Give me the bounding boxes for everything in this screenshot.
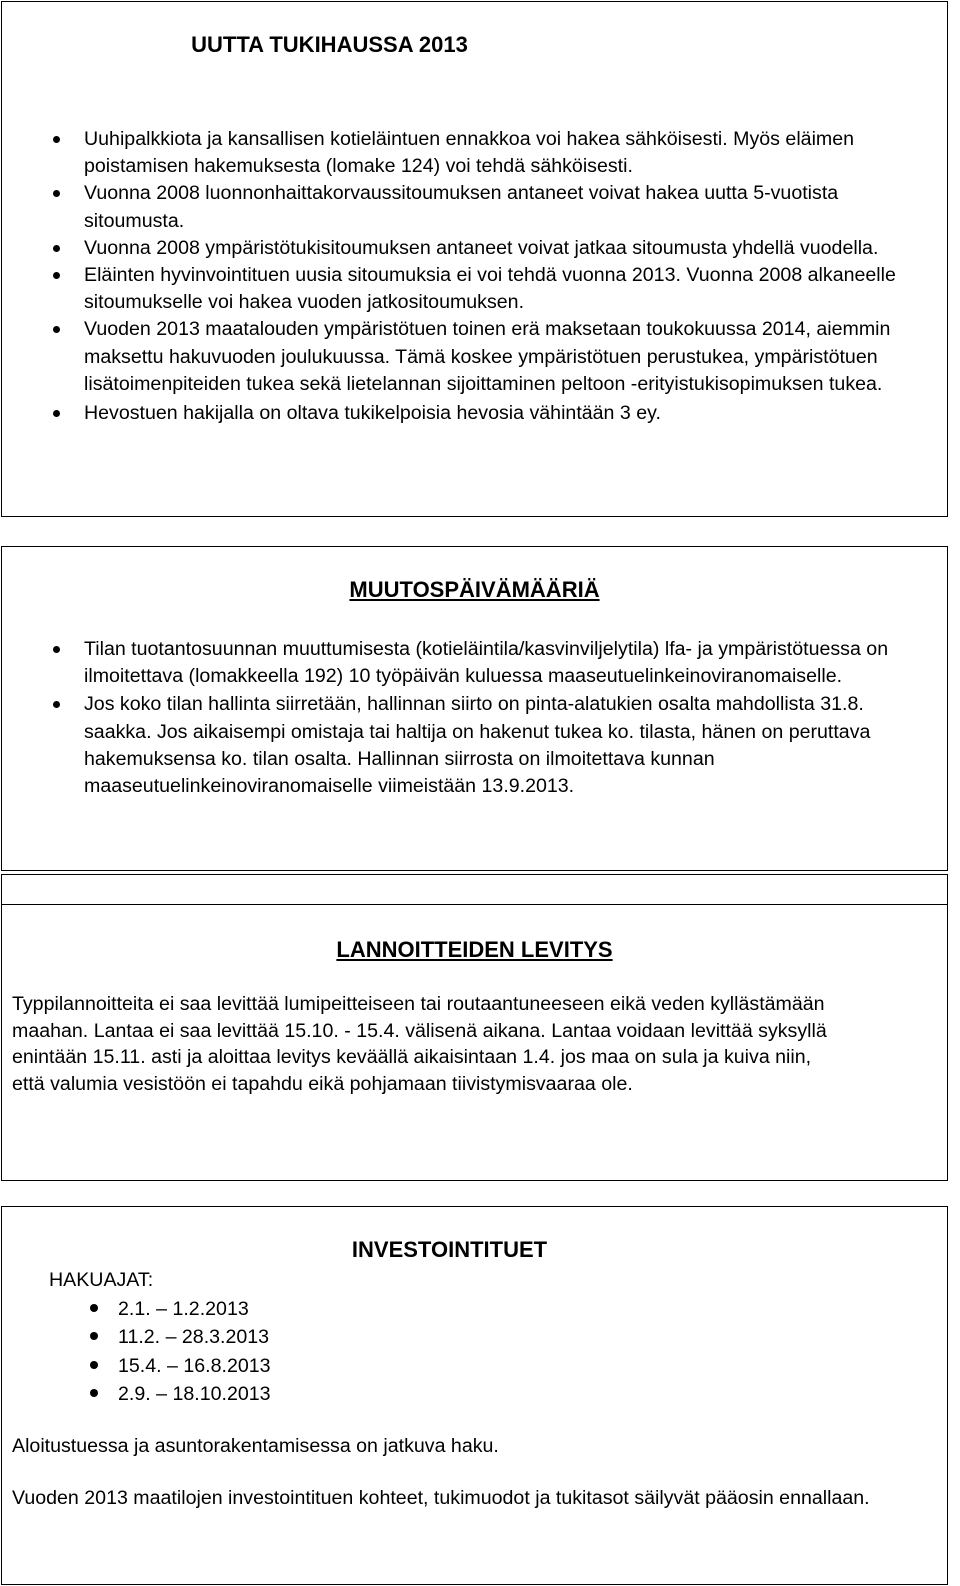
list-item: 11.2. – 28.3.2013 bbox=[90, 1323, 390, 1351]
list-item: Hevostuen hakijalla on oltava tukikelpoisia hevosia vähintään 3 ey. bbox=[9, 400, 929, 427]
investointituet-paragraph-1: Aloitustuessa ja asuntorakentamisessa on jatkuva haku. bbox=[12, 1435, 499, 1457]
section-title-tukihaussa: UUTTA TUKIHAUSSA 2013 bbox=[191, 32, 468, 57]
lannoitteiden-text: Typpilannoitteita ei saa levittää lumipeitteiseen tai routaantuneeseen eikä veden kyllästämään maahan. Lantaa ei saa levittää 15.10. - 15.4. välisenä aikana. Lantaa voidaan levittää syksyllä enintään 15.11. asti ja aloittaa levitys keväällä aikaisintaan 1.4. jos maa on sula ja kuiva niin, että valumia vesistöön ei tapahdu eikä pohjamaan tiivistymisvaaraa ole. bbox=[12, 993, 827, 1095]
section-tukihaussa bbox=[1, 1, 948, 517]
muutospaivamaaria-list bbox=[9, 636, 909, 800]
section-muutospaivamaaria bbox=[1, 546, 948, 871]
section-title-muutospaivamaaria: MUUTOSPÄIVÄMÄÄRIÄ bbox=[349, 577, 600, 602]
section-investointituet bbox=[1, 1206, 948, 1585]
list-item: Vuonna 2008 ympäristötukisitoumuksen antaneet voivat jatkaa sitoumusta yhdellä vuodella. bbox=[9, 235, 929, 262]
list-item: Eläinten hyvinvointituen uusia sitoumuksia ei voi tehdä vuonna 2013. Vuonna 2008 alkaneelle sitoumukselle voi hakea vuoden jatkositoumuksen. bbox=[9, 262, 929, 316]
list-item: Jos koko tilan hallinta siirretään, hallinnan siirto on pinta-alatukien osalta mahdollista 31.8. saakka. Jos aikaisempi omistaja tai haltija on hakenut tukea ko. tilasta, hänen on peruttava hakemuksensa ko. tilan osalta. Hallinnan siirrosta on ilmoitettava kunnan maaseutuelinkeinoviranomaiselle viimeistään 13.9.2013. bbox=[9, 691, 909, 800]
tukihaussa-list bbox=[9, 126, 929, 427]
section-title-lannoitteiden: LANNOITTEIDEN LEVITYS bbox=[336, 937, 613, 962]
list-item: 2.9. – 18.10.2013 bbox=[90, 1380, 390, 1408]
section-lannoitteiden bbox=[1, 904, 948, 1181]
section-title-investointituet: INVESTOINTITUET bbox=[351, 1237, 548, 1262]
list-item: Uuhipalkkiota ja kansallisen kotieläintuen ennakkoa voi hakea sähköisesti. Myös eläimen poistamisen hakemuksesta (lomake 124) voi tehdä sähköisesti. bbox=[9, 126, 929, 180]
list-item: 2.1. – 1.2.2013 bbox=[90, 1295, 390, 1323]
investointituet-paragraph-2: Vuoden 2013 maatilojen investointituen kohteet, tukimuodot ja tukitasot säilyvät pääosin ennallaan. bbox=[12, 1487, 870, 1509]
list-item: Vuoden 2013 maatalouden ympäristötuen toinen erä maksetaan toukokuussa 2014, aiemmin maksettu hakuvuoden joulukuussa. Tämä koskee ympäristötuen perustukea, ympäristötuen lisätoimenpiteiden tukea sekä lietelannan sijoittaminen peltoon -erityistukisopimuksen tukea. bbox=[9, 316, 929, 398]
list-item: Tilan tuotantosuunnan muuttumisesta (kotieläintila/kasvinviljelytila) lfa- ja ympäristötuessa on ilmoitettava (lomakkeella 192) 10 työpäivän kuluessa maaseutuelinkeinoviranomaiselle. bbox=[9, 636, 909, 690]
list-item: 15.4. – 16.8.2013 bbox=[90, 1352, 390, 1380]
hakuajat-label: HAKUAJAT: bbox=[49, 1269, 154, 1291]
list-item: Vuonna 2008 luonnonhaittakorvaussitoumuksen antaneet voivat hakea uutta 5-vuotista sitoumusta. bbox=[9, 180, 929, 234]
hakuajat-list bbox=[90, 1295, 390, 1408]
separator-box bbox=[1, 874, 948, 905]
